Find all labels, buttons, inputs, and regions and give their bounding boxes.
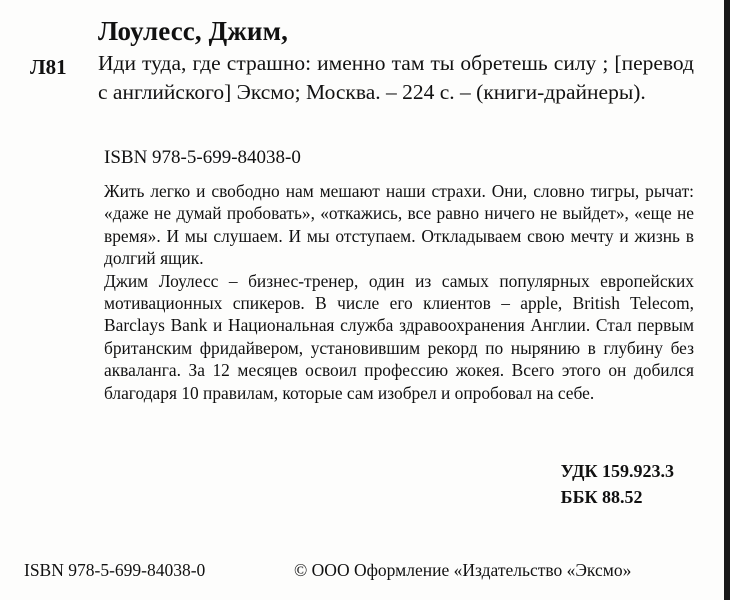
annotation-paragraph-1: Жить легко и свободно нам мешают наши страхи. Они, словно тигры, рычат: «даже не думай пробовать», «откажись, все равно ничего не выйдет», «еще не время». И мы слушаем. И мы отступаем. Откладываем свою мечту и жизнь в долгий ящик. bbox=[104, 181, 694, 269]
author-mark-code: Л81 bbox=[30, 55, 67, 79]
isbn-line: ISBN 978-5-699-84038-0 bbox=[104, 147, 301, 168]
footer-copyright: © ООО Оформление «Издательство «Эксмо» bbox=[294, 560, 632, 580]
classification-codes bbox=[561, 458, 674, 510]
annotation bbox=[104, 180, 694, 404]
bbk-code: ББК 88.52 bbox=[560, 487, 643, 507]
udk-code: УДК 159.923.3 bbox=[560, 461, 674, 481]
annotation-paragraph-2: Джим Лоулесс – бизнес-тренер, один из самых популярных европейских мотивационных спикеров. В числе его клиентов – apple, British Telecom, Barclays Bank и Национальная служба здравоохранения Англии. Стал первым британским фридайвером, установившим рекорд по нырянию в глубину без акваланга. За 12 месяцев освоил профессию жокея. Всего этого он добился благодаря 10 правилам, которые сам изобрел и опробовал на себе. bbox=[104, 270, 694, 403]
author-heading: Лоулесс, Джим, bbox=[98, 16, 288, 46]
footer-isbn: ISBN 978-5-699-84038-0 bbox=[24, 560, 206, 580]
page-edge-shadow bbox=[724, 0, 730, 600]
title-description: Иди туда, где страшно: именно там ты обретешь силу ; [перевод с английского] Эксмо; Москва. – 224 с. – (книги-драйнеры). bbox=[98, 51, 694, 104]
